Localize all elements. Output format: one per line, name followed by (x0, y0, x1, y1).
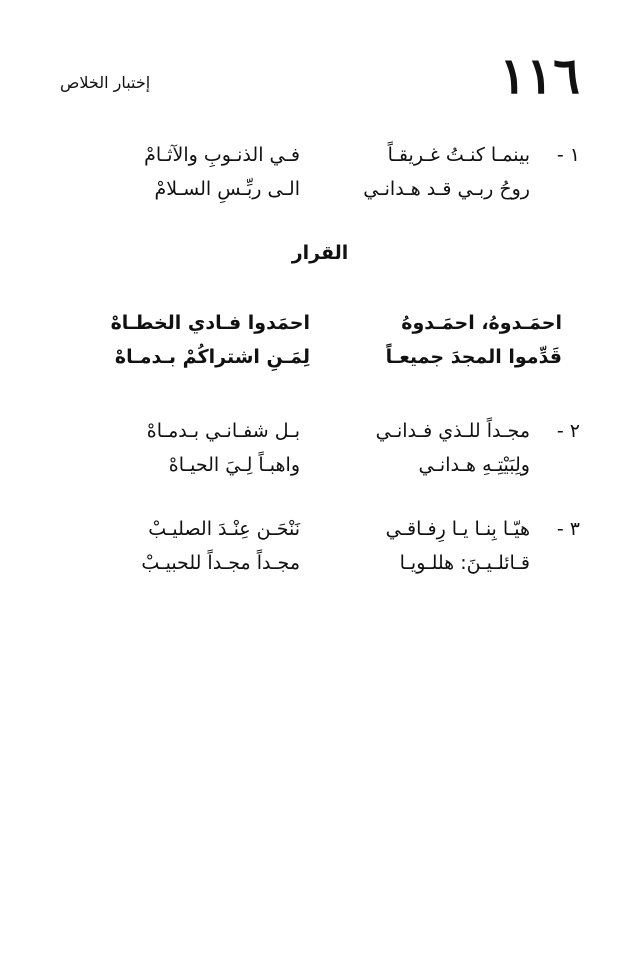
verse-line (60, 140, 580, 174)
second-hemistich: لِمَـنِ اشتراكُمْ بـدمـاهْ (114, 346, 310, 368)
verse-1 (60, 140, 580, 208)
verse-2 (60, 416, 580, 484)
verse-line (60, 416, 580, 450)
first-hemistich: قَدِّموا المجدَ جميعـاً (385, 346, 562, 368)
second-hemistich: الـى ربِّـسِ السـلامْ (154, 178, 300, 200)
chorus-line (60, 308, 580, 342)
first-hemistich: هيّـا بِنـا يـا رِفـاقـي (385, 518, 530, 540)
chorus-line (60, 342, 580, 376)
first-hemistich: ولِبَيْتِـهِ هـدانـي (418, 454, 530, 476)
book-title: إختبار الخلاص (60, 73, 151, 92)
first-hemistich: قـائلـيـنَ: هللـويـا (399, 552, 530, 574)
second-hemistich: فـي الذنـوبِ والآثـامْ (144, 144, 300, 166)
page-number: ١١٦ (499, 46, 580, 105)
chorus-title: القرار (291, 242, 349, 264)
second-hemistich: مجـداً مجـداً للحبيـبْ (141, 552, 300, 574)
first-hemistich: احمَـدوهُ، احمَـدوهُ (401, 312, 562, 334)
verse-number: ١ - (556, 144, 580, 166)
verse-line (60, 174, 580, 208)
verse-number: ٣ - (556, 518, 580, 540)
second-hemistich: واهبـاً لِـيَ الحيـاهْ (168, 454, 300, 476)
second-hemistich: نَنْحَـن عِنْـدَ الصليـبْ (148, 518, 300, 540)
verse-line (60, 514, 580, 548)
first-hemistich: بينمـا كنـتُ غـريقـاً (387, 144, 530, 166)
second-hemistich: احمَدوا فـادي الخطـاهْ (110, 312, 310, 334)
verse-line (60, 450, 580, 484)
verse-3 (60, 514, 580, 582)
first-hemistich: روحُ ربـي قـد هـدانـي (363, 178, 530, 200)
verse-number: ٢ - (556, 420, 580, 442)
first-hemistich: مجـداً للـذي فـدانـي (375, 420, 530, 442)
second-hemistich: بـل شفـانـي بـدمـاهْ (146, 420, 300, 442)
chorus (60, 308, 580, 376)
verse-line (60, 548, 580, 582)
